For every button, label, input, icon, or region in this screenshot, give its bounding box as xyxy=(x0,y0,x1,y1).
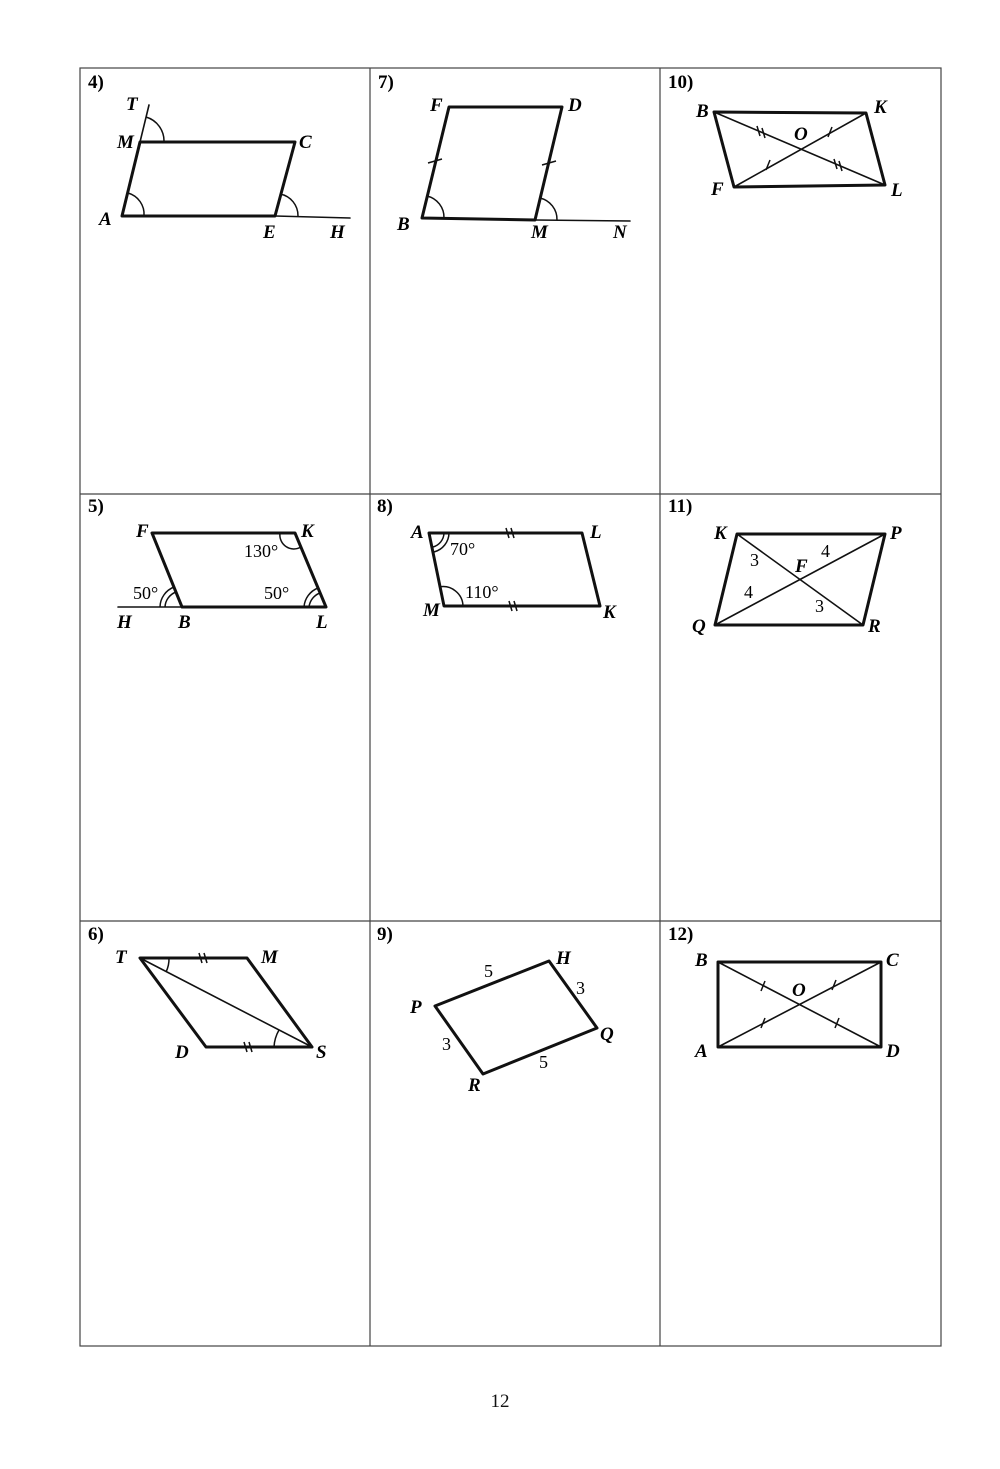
angle-L-arc-1 xyxy=(304,588,318,607)
vertex-label-M: M xyxy=(423,600,440,621)
vertex-label-K: K xyxy=(603,602,616,623)
angle-S-arc xyxy=(274,1030,279,1047)
angle-B-arc xyxy=(427,196,444,218)
vertex-label-T: T xyxy=(115,947,127,968)
vertex-label-L: L xyxy=(590,522,602,543)
vertex-label-F: F xyxy=(136,521,149,542)
problem-number: 10) xyxy=(668,72,694,93)
segment-value-QF: 4 xyxy=(744,582,753,602)
problem-8 xyxy=(377,496,617,623)
problem-number: 6) xyxy=(88,924,104,945)
vertex-label-H: H xyxy=(117,612,132,633)
vertex-label-P: P xyxy=(410,997,422,1018)
vertex-label-A: A xyxy=(99,209,112,230)
vertex-label-A: A xyxy=(411,522,424,543)
angle-value-L: 50° xyxy=(264,583,290,603)
angle-value-HB: 50° xyxy=(133,583,159,603)
center-label-O: O xyxy=(792,980,806,1001)
vertex-label-K: K xyxy=(874,97,887,118)
vertex-label-N: N xyxy=(613,222,627,243)
problem-number: 9) xyxy=(377,924,393,945)
vertex-label-K: K xyxy=(301,521,314,542)
table-grid-lines xyxy=(80,68,941,1346)
vertex-label-B: B xyxy=(178,612,191,633)
vertex-label-M: M xyxy=(531,222,548,243)
angle-value-A: 70° xyxy=(450,539,476,559)
vertex-label-Q: Q xyxy=(600,1024,614,1045)
vertex-label-B: B xyxy=(695,950,708,971)
parallelogram-PHQR xyxy=(435,961,597,1074)
vertex-label-H: H xyxy=(330,222,345,243)
vertex-label-A: A xyxy=(695,1041,708,1062)
center-label-O: O xyxy=(794,124,808,145)
vertex-label-B: B xyxy=(397,214,410,235)
vertex-label-Q: Q xyxy=(692,616,706,637)
vertex-label-F: F xyxy=(711,179,724,200)
vertex-label-L: L xyxy=(316,612,328,633)
vertex-label-E: E xyxy=(263,222,276,243)
problem-number: 12) xyxy=(668,924,694,945)
vertex-label-K: K xyxy=(714,523,727,544)
problem-number: 5) xyxy=(88,496,104,517)
parallelogram-FDMB xyxy=(422,107,562,220)
angle-HB-arc-1 xyxy=(160,587,174,607)
vertex-label-H: H xyxy=(556,948,571,969)
problem-4 xyxy=(88,72,350,243)
vertex-label-F: F xyxy=(430,95,443,116)
vertex-label-S: S xyxy=(316,1042,327,1063)
segment-value-FP: 4 xyxy=(821,541,830,561)
problem-number: 4) xyxy=(88,72,104,93)
vertex-label-C: C xyxy=(299,132,312,153)
parallelogram-FKLB xyxy=(152,533,326,607)
angle-TMC-arc xyxy=(146,117,164,142)
problem-7 xyxy=(378,72,630,243)
vertex-label-R: R xyxy=(468,1075,481,1096)
angle-A-arc xyxy=(128,193,144,216)
angle-value-K: 130° xyxy=(244,541,279,561)
page-number: 12 xyxy=(490,1391,510,1412)
parallelogram-AMCE xyxy=(122,142,295,216)
segment-value-KF: 3 xyxy=(750,550,759,570)
side-value-PH: 5 xyxy=(484,961,493,981)
angle-CEH-arc xyxy=(280,194,298,216)
vertex-label-D: D xyxy=(175,1042,189,1063)
vertex-label-D: D xyxy=(568,95,582,116)
diagonal-PQ xyxy=(715,534,885,625)
problem-11 xyxy=(668,496,902,637)
vertex-label-M: M xyxy=(261,947,278,968)
problem-number: 11) xyxy=(668,496,693,517)
angle-value-M: 110° xyxy=(465,582,499,602)
segment-value-FR: 3 xyxy=(815,596,824,616)
problem-6 xyxy=(88,924,327,1063)
side-value-RQ: 5 xyxy=(539,1052,548,1072)
diagonal-BL xyxy=(714,112,885,185)
ray-EH xyxy=(275,216,350,218)
vertex-label-B: B xyxy=(696,101,709,122)
ray-MN xyxy=(535,220,630,221)
angle-A-arc-1 xyxy=(434,533,449,552)
vertex-label-M: M xyxy=(117,132,134,153)
vertex-label-C: C xyxy=(886,950,899,971)
vertex-label-T: T xyxy=(126,94,138,115)
side-value-HQ: 3 xyxy=(576,978,585,998)
problem-10 xyxy=(668,72,903,201)
vertex-label-R: R xyxy=(868,616,881,637)
angle-HB-arc-2 xyxy=(165,592,176,607)
angle-T-arc xyxy=(166,958,169,972)
problem-number: 8) xyxy=(377,496,393,517)
problem-5 xyxy=(88,496,328,633)
angle-DMN-arc xyxy=(540,198,557,220)
vertex-label-D: D xyxy=(886,1041,900,1062)
problem-9 xyxy=(377,924,614,1096)
angle-A-arc-2 xyxy=(433,533,444,547)
ray-MT xyxy=(140,105,149,142)
problem-number: 7) xyxy=(378,72,394,93)
problem-12 xyxy=(668,924,900,1062)
center-label-F: F xyxy=(795,556,808,577)
vertex-label-P: P xyxy=(890,523,902,544)
vertex-label-L: L xyxy=(891,180,903,201)
side-value-PR: 3 xyxy=(442,1034,451,1054)
angle-L-arc-2 xyxy=(309,593,320,607)
